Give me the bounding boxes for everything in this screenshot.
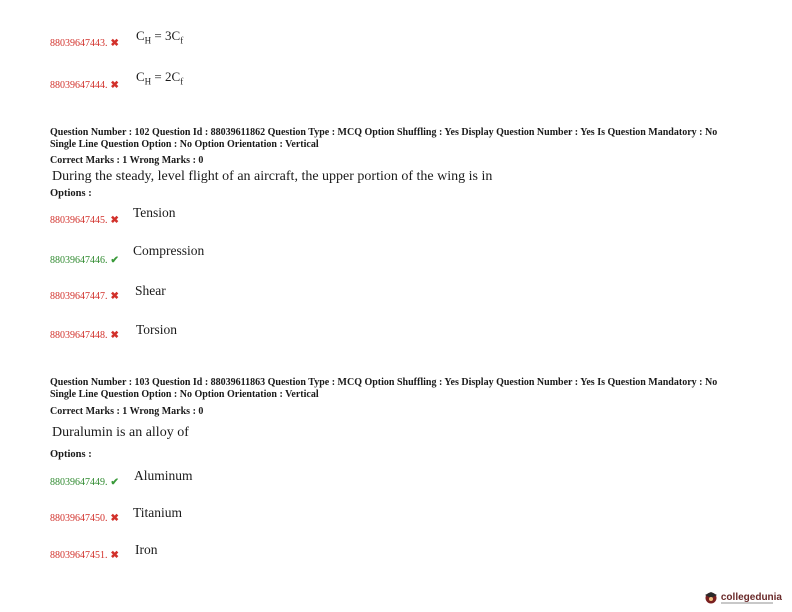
- check-icon: ✔: [110, 477, 119, 488]
- question-meta: Question Number : 102 Question Id : 88039611862 Question Type : MCQ Option Shuffling : Yes Display Question Number : Yes Is Question Mandatory : No Single Line Question Option : No Option Orientation : Vertical: [50, 127, 718, 150]
- options-label: Options :: [50, 188, 92, 199]
- check-icon: ✔: [110, 255, 119, 266]
- cross-icon: ✖: [110, 330, 119, 341]
- option-id: 88039647446. ✔: [50, 255, 119, 266]
- option-id: 88039647448. ✖: [50, 330, 119, 341]
- question-meta: Question Number : 103 Question Id : 88039611863 Question Type : MCQ Option Shuffling : Yes Display Question Number : Yes Is Question Mandatory : No Single Line Question Option : No Option Orientation : Vertical: [50, 377, 718, 400]
- option-id: 88039647443. ✖: [50, 38, 119, 49]
- option-text: Titanium: [133, 505, 183, 520]
- option-text: Aluminum: [134, 468, 193, 483]
- marks-line: Correct Marks : 1 Wrong Marks : 0: [50, 155, 204, 166]
- cross-icon: ✖: [110, 38, 119, 49]
- option-formula: $C_H = 3C_f$: [136, 28, 184, 46]
- option-id: 88039647444. ✖: [50, 80, 119, 91]
- option-id: 88039647447. ✖: [50, 291, 119, 302]
- logo-tagline-bar: [721, 602, 773, 604]
- cross-icon: ✖: [110, 550, 119, 561]
- question-text: Duralumin is an alloy of: [52, 425, 189, 440]
- question-text: During the steady, level flight of an aircraft, the upper portion of the wing is in: [52, 169, 493, 184]
- option-id: 88039647450. ✖: [50, 513, 119, 524]
- option-id: 88039647449. ✔: [50, 477, 119, 488]
- cross-icon: ✖: [110, 215, 119, 226]
- cross-icon: ✖: [110, 80, 119, 91]
- cross-icon: ✖: [110, 513, 119, 524]
- option-id: 88039647451. ✖: [50, 550, 119, 561]
- logo-text: collegedunia: [720, 591, 782, 603]
- graduation-cap-icon: [704, 590, 718, 604]
- option-text: Iron: [135, 542, 158, 557]
- collegedunia-logo: [704, 590, 782, 604]
- option-text: Compression: [133, 243, 205, 258]
- options-label: Options :: [50, 449, 92, 460]
- option-text: Shear: [135, 283, 166, 298]
- marks-line: Correct Marks : 1 Wrong Marks : 0: [50, 406, 204, 417]
- option-id: 88039647445. ✖: [50, 215, 119, 226]
- cross-icon: ✖: [110, 291, 119, 302]
- option-formula: $C_H = 2C_f$: [136, 69, 184, 87]
- option-text: Torsion: [136, 322, 178, 337]
- option-text: Tension: [133, 205, 176, 220]
